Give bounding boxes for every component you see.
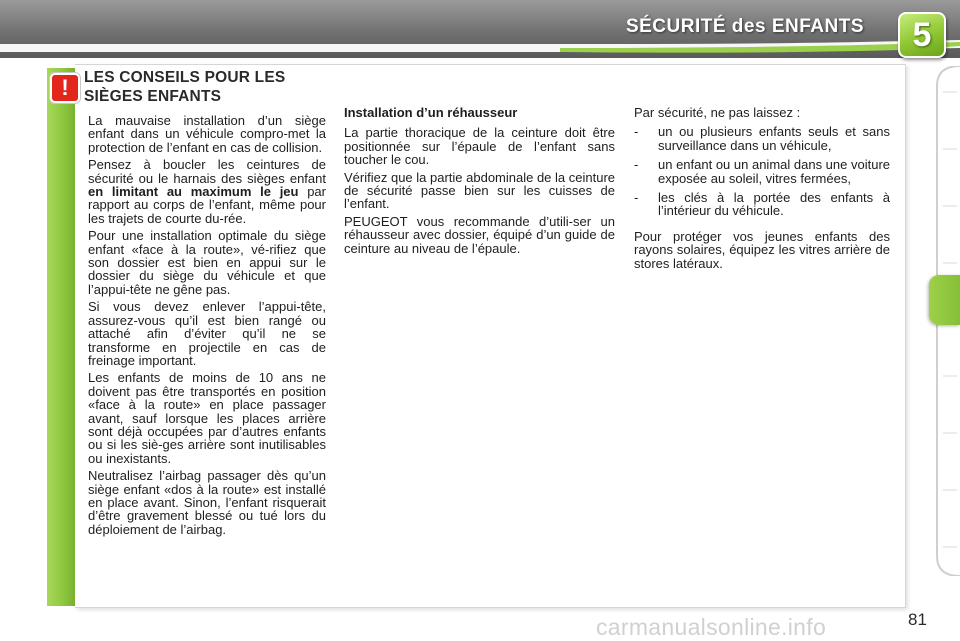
- col1-paragraph-6: Neutralisez l’airbag passager dès qu’un siège enfant «dos à la route» est installé en place avant. Sinon, l’enfant risquerait d’être gravement blessé ou tué lors du déploiement de l’airbag.: [88, 468, 326, 537]
- page-number: 81: [908, 610, 927, 629]
- section-green-bar: [47, 68, 75, 606]
- watermark-text: carmanualsonline.info: [596, 614, 827, 640]
- list-item-text: un enfant ou un animal dans une voiture exposée au soleil, vitres fermées,: [658, 157, 891, 186]
- col1-paragraph-2: [88, 158, 326, 225]
- list-item: [634, 158, 890, 185]
- col1-paragraph-5: Les enfants de moins de 10 ans ne doivent pas être transportés en position «face à la route» en place passager avant, sauf lorsque les places arrière sont déjà occupées par d’autres enfants ou si les siè-ges arrière sont inutilisables ou inexistants.: [88, 370, 326, 466]
- col2-heading: Installation d’un réhausseur: [344, 105, 518, 120]
- col1-p2-text: Pensez à boucler les ceintures de sécurité ou le harnais des sièges enfant: [88, 157, 326, 186]
- section-title: LES CONSEILS POUR LES SIÈGES ENFANTS: [84, 69, 286, 105]
- col1-p2-emphasis: en limitant au maximum le jeu: [88, 184, 299, 200]
- chapter-title: SÉCURITÉ des ENFANTS: [625, 16, 864, 37]
- col2-paragraph-2: Vérifiez que la partie abdominale de la ceinture de sécurité passe bien sur les cuisses de l’enfant.: [344, 169, 616, 212]
- col2-paragraph-3: PEUGEOT vous recommande d’utili-ser un réhausseur avec dossier, équipé d’un guide de ceinture au niveau de l’épaule.: [344, 213, 615, 256]
- list-dash: -: [634, 157, 639, 173]
- col3-intro: Par sécurité, ne pas laissez :: [634, 105, 801, 120]
- chapter-tab-5-active[interactable]: [929, 275, 960, 325]
- column-1: [88, 114, 326, 540]
- header-swoosh-decoration: [0, 38, 960, 66]
- list-item: [634, 125, 890, 152]
- list-item-text: les clés à la portée des enfants à l’intérieur du véhicule.: [658, 190, 890, 219]
- list-item: [634, 191, 890, 218]
- col1-paragraph-3: Pour une installation optimale du siège enfant «face à la route», vé-rifiez que son dossier est bien en appui sur le dossier du siège du véhicule et que l’appui-tête ne gêne pas.: [88, 228, 326, 297]
- col3-paragraph-end: Pour protéger vos jeunes enfants des rayons solaires, équipez les vitres arrière de stores latéraux.: [634, 228, 890, 271]
- column-2: [344, 106, 615, 259]
- column-3: [634, 106, 890, 274]
- list-item-text: un ou plusieurs enfants seuls et sans surveillance dans un véhicule,: [658, 124, 890, 153]
- col1-paragraph-1: La mauvaise installation d’un siège enfant dans un véhicule compro-met la protection de l’enfant en cas de collision.: [88, 113, 326, 155]
- warning-exclamation-icon: !: [50, 73, 80, 103]
- col2-paragraph-1: La partie thoracique de la ceinture doit être positionnée sur l’épaule de l’enfant sans toucher le cou.: [344, 125, 615, 168]
- chapter-number-badge: 5: [898, 12, 946, 58]
- col1-paragraph-4: Si vous devez enlever l’appui-tête, assurez-vous qu’il est bien rangé ou attaché afin d’éviter qu’il ne se transforme en projectile en cas de freinage important.: [88, 299, 326, 368]
- list-dash: -: [634, 124, 639, 140]
- col3-dash-list: [634, 125, 890, 217]
- list-dash: -: [634, 190, 639, 206]
- col1-p2-text-end: par rapport au corps de l’enfant, même pour les trajets de courte du-rée.: [88, 184, 326, 226]
